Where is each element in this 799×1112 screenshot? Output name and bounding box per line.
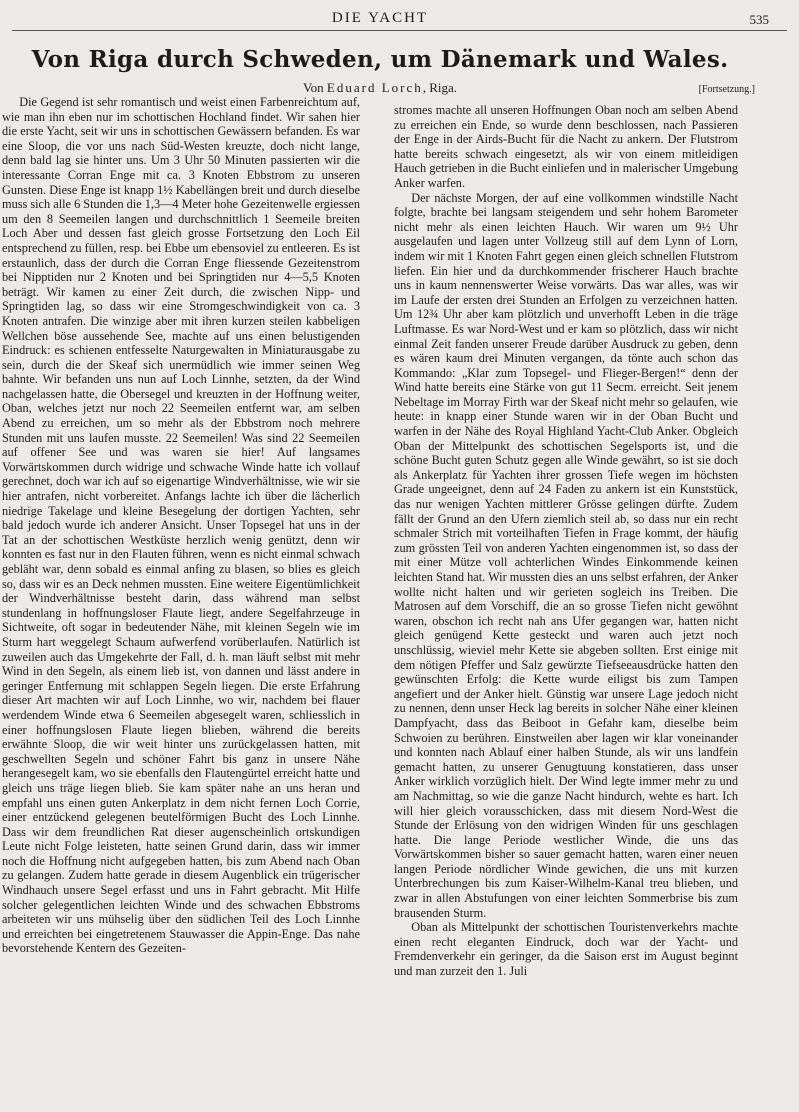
byline [0,80,760,96]
running-title: DIE YACHT [331,10,429,26]
column-divider [374,98,375,1088]
paragraph: Oban als Mittelpunkt der schottischen Touristenverkehrs machte einen recht eleganten Eindruck, doch war der Yacht- und Fremdenverkehr ein geringer, da die Saison erst im August beginnt und man zurzeit den 1. Juli [394,920,738,979]
paragraph: stromes machte all unseren Hoffnungen Oban noch am selben Abend zu erreichen ein Ende, so wurde denn beschlossen, nach Passieren der Enge in der Airds-Bucht für die Nacht zu ankern. Der Flutstrom hatte bereits schwach eingesetzt, als wir von einem mitleidigen Hauch getrieben in die Bucht einliefen und in malerischer Umgebung Anker warfen. [394,103,738,190]
running-header [0,8,799,32]
paragraph: Der nächste Morgen, der auf eine vollkommen windstille Nacht folgte, brachte bei langsam steigendem und sehr hohem Barometer nicht mehr als einen leichten Hauch. Wir waren um 9½ Uhr ausgelaufen und lagen unter Vollzeug still auf dem Lynn of Lorn, indem wir mit 1 Knoten Fahrt gegen einen gleich schnellen Flutstrom liefen. Ein hier und da durchkommender frischerer Hauch brachte uns in kaum nennenswerter Weise vorwärts. Das war alles, was wir im Laufe der ersten drei Stunden an Erfolgen zu verzeichnen hatten. Um 12¾ Uhr aber kam plötzlich und unverhofft Leben in die träge Luftmasse. Es war Nord-West und er kam so plötzlich, dass wir nicht einmal Zeit fanden unserer Freude darüber Ausdruck zu geben, denn es wären kaum drei Minuten vergangen, da tönte auch schon das Kommando: „Klar zum Topsegel- und Flieger-Bergen!“ denn der Wind hatte bereits eine Stärke von gut 11 Secm. erreicht. Seit jenem Nebeltage im Morray Firth war der Skeaf nicht mehr so gelaufen, wie heute: in knapp einer Stunde waren wir in der Oban Bucht und warfen in der Nähe des Royal Highland Yacht-Club Anker. Obgleich Oban der Mittelpunkt des schottischen Segelsports ist, und die schöne Bucht guten Schutz gegen alle Winde gewährt, so ist sie doch als Ankerplatz für Yachten ihrer grossen Tiefe wegen im höchsten Grade ungeeignet, denn auf 24 Faden zu ankern ist ein Kunststück, das nur wenigen Yachten mittlerer Grösse gelingen dürfte. Zudem fällt der Grund an den Ufern ziemlich steil ab, so dass nur ein recht schmaler Strich mit vorteilhaften Tiefen in Frage kommt, der häufig zum grössten Teil von anderen Yachten eingenommen ist, so dass der mit einer Mütze voll achterlichen Windes Einkommende keinen leichten Stand hat. Wir mussten dies an uns selbst erfahren, der Anker wollte nicht halten und wir gerieten sogleich ins Treiben. Die Matrosen auf dem Vorschiff, die an so grosse Tiefen nicht gewöhnt waren, obschon ich recht nah ans Ufer gegangen war, hatten nicht gleich genügend Kette gesteckt und waren auch jetzt noch unschlüssig, wieviel mehr Kette sie abgeben sollten. Erst einige mit dem nötigen Pfeffer und Salz gewürzte Tiefseeausdrücke hatten den gewünschten Erfolg: die Kette wurde eiligst bis zum Tampen angefiert und der Anker hielt. Günstig war unsere Lage jedoch nicht zu nennen, denn unser Heck lag bereits in solcher Nähe einer kleinen Dampfyacht, dass das Beiboot in Gefahr kam, dieselbe beim Schwoien zu berühren. Einstweilen aber lagen wir klar voneinander und konnten nach Ablauf einer halben Stunde, als wir uns landfein gemacht hatten, zu unserer Genugtuung konstatieren, dass unser Anker wirklich vorzüglich hielt. Der Wind legte immer mehr zu und am Nachmittag, so wie die ganze Nacht hindurch, wehte es hart. Ich will hier gleich vorausschicken, dass mit diesem Nord-West die Stunde der Erlösung von den widrigen Winden für uns geschlagen hatte. Die lange Periode westlicher Winde, die uns das Vorwärtskommen bisher so sauer gemacht hatten, waren einer neuen langen Periode nördlicher Winde gewichen, die uns mit kurzen Unterbrechungen bis zum Kaiser-Wilhelm-Kanal treu blieben, und zwar in allen Abstufungen von einer leichten Sommerbrise bis zum brausenden Sturm. [394,190,738,920]
page-number: 535 [749,12,769,27]
author-name: Eduard Lorch [326,80,423,95]
author-place: , Riga. [422,80,458,95]
column-left [0,95,360,956]
continuation-note: [Fortsetzung.] [698,84,755,95]
header-rule [12,30,787,31]
paragraph: Die Gegend ist sehr romantisch und weist einen Farbenreichtum auf, wie man ihn eben nur im schottischen Hochland findet. Wir sahen hier die erste Yacht, seit wir uns in schottischen Gewässern befanden. Es war eine Sloop, die vor uns nach Süd-Westen kreuzte, doch nicht lange, denn bald lag sie hinter uns. Um 3 Uhr 50 Minuten passierten wir die interessante Corran Enge mit ca. 3 Knoten Ebbstrom zu unseren Gunsten. Diese Enge ist knapp 1½ Kabellängen breit und durch dieselbe muss sich alle 6 Stunden die 1,3—4 Meter hohe Gezeitenwelle ergiessen um den 8 Seemeilen langen und durchschnittlich 1 Seemeile breiten Loch Aber und dessen fast gleich grosse Fortsetzung den Loch Eil entsprechend zu füllen, resp. bei Ebbe um ebensoviel zu entleeren. Es ist erstaunlich, dass der durch die Corran Enge fliessende Gezeitenstrom bei Nipptiden nur 2 Knoten und bei Springtiden nur 4—5,5 Knoten beträgt. Wir kamen zu einer Zeit durch, die zwischen Nipp- und Springtiden lag, so dass wir eine Stromgeschwindigkeit von ca. 3 Knoten antrafen. Die winzige aber mit ihren kurzen steilen kabbeligen Wellchen böse aussehende See, machte auf uns einen belustigenden Eindruck: es schienen entfesselte Naturgewalten in Miniaturausgabe zu sein, durch die der Skeaf sich unermüdlich wie immer seinen Weg bahnte. Wir befanden uns nun auf Loch Linnhe, setzten, da der Wind nachgelassen hatte, die Obersegel und kreuzten in der Hoffnung weiter, Oban, welches jetzt nur noch 22 Seemeilen entfernt war, am selben Abend zu erreichen, um so mehr als der Ebbstrom noch mehrere Stunden mit uns laufen musste. 22 Seemeilen! Was sind 22 Seemeilen auf offener See und was waren sie hier! Auf langsames Vorwärtskommen durch widrige und schwache Winde hatte ich vollauf gerechnet, doch war ich auf so eigenartige Windverhältnisse, wie wir sie hier antrafen, nicht vorbereitet. Anfangs lachte ich über die lächerlich niedrige Takelage und kleine Besegelung der dortigen Yachten, sehr bald jedoch wurde ich anderer Ansicht. Unser Topsegel hat uns in der Tat an der schottischen Westküste herzlich wenig genützt, denn wir konnten es fast nur in den Flauten führen, wenn es nicht einmal schwach gebläht war, denn sobald es einmal anfing zu blasen, so blies es gleich so, dass wir es an Deck nehmen mussten. Eine weitere Eigentümlichkeit der Windverhältnisse besteht darin, dass während man selbst stundenlang in hoffnungsloser Flaute liegt, andere Segelfahrzeuge in Sichtweite, oft sogar in bedeutender Nähe, mit kleinen Segeln wie im Sturm hart weggelegt Schaum aufwerfend vorüberlaufen. Natürlich ist zuweilen auch das Umgekehrte der Fall, d. h. man läuft selbst mit mehr Wind in den Segeln, als einem lieb ist, von dannen und lässt andere in geringer Entfernung mit schlappen Segeln liegen. Die erste Erfahrung dieser Art machten wir auf Loch Linnhe, wo wir, nachdem bei flauer werdendem Winde etwa 6 Seemeilen abgesegelt waren, schliesslich in einer hoffnungslosen Flaute liegen blieben, während die bereits erwähnte Sloop, die wir weit hinter uns zurückgelassen hatten, mit geschwellten Segeln und schöner Fahrt bis ganz in unsere Nähe herangesegelt kam, wo sie ebenfalls den Flautengürtel erreicht hatte und gleich uns träge liegen blieb. Sie kam später nahe an uns heran und empfahl uns einen guten Ankerplatz in dem nicht fernen Loch Corrie, einer entzückend gelegenen beutelförmigen Bucht des Loch Linnhe. Dass wir dem freundlichen Rat dieser augenscheinlich ortskundigen Leute nicht Folge leisteten, hatte seinen Grund darin, dass wir immer noch die Hoffnung nicht aufgegeben hatten, bis zum Abend nach Oban zu gelangen. Zudem hatte gerade in diesem Augenblick ein trügerischer Windhauch unsere Segel erfasst und uns in Fahrt gebracht. Mit Hilfe solcher gelegentlichen leichten Winde und des schwachen Ebbstroms arbeiteten wir uns mühselig über den südlichen Teil des Loch Linnhe und erreichten bei eingetretenem Stauwasser die Appin-Enge. Das nahe bevorstehende Kentern des Gezeiten- [2,95,360,956]
author-prefix: Von [302,80,324,95]
column-right [394,103,738,979]
article-title: Von Riga durch Schweden, um Dänemark und Wales. [31,46,729,73]
